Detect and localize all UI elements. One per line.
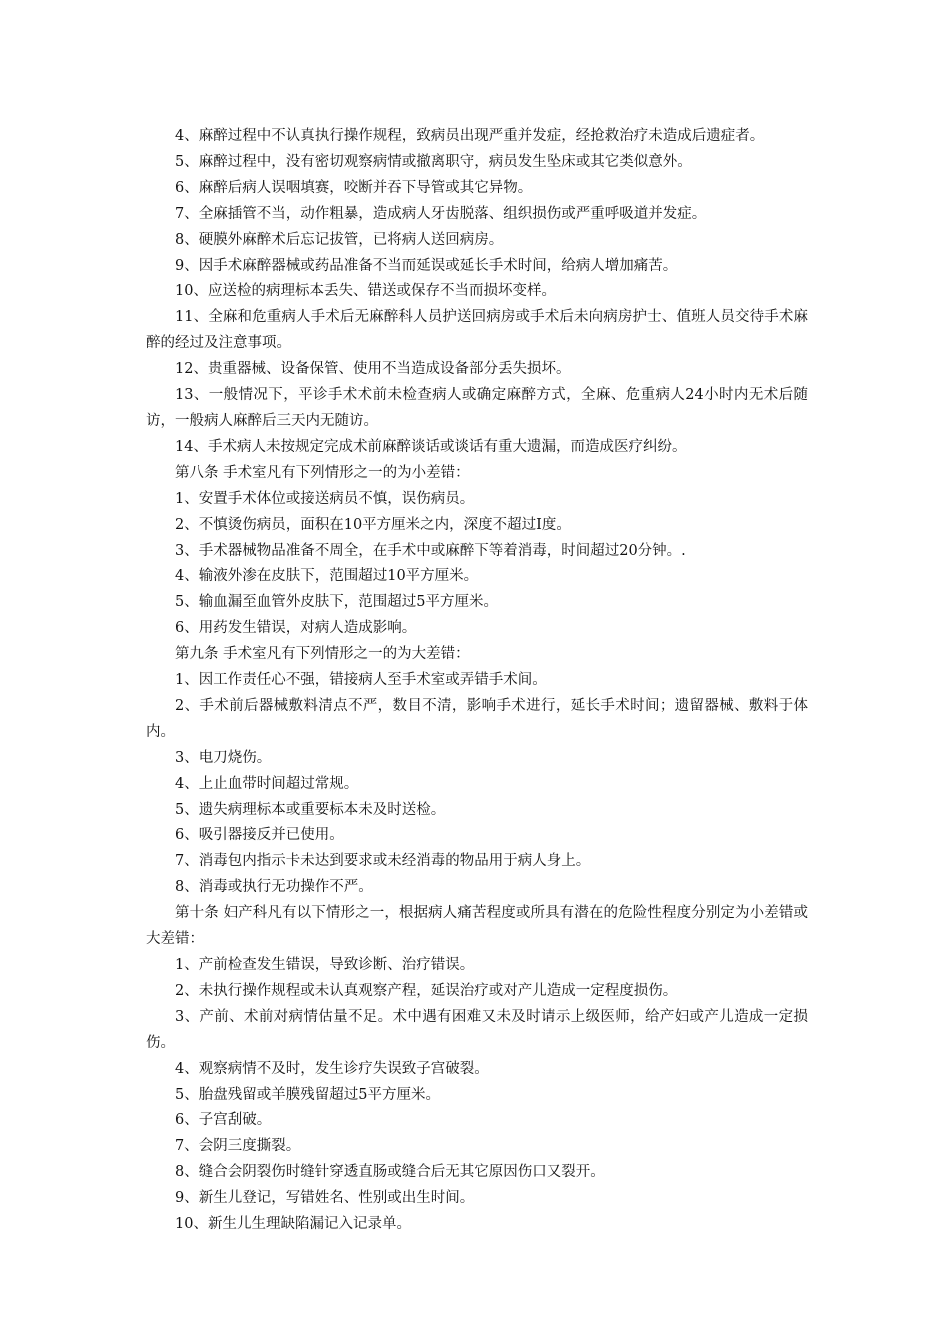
paragraph: 5、输血漏至血管外皮肤下，范围超过5平方厘米。 bbox=[175, 594, 498, 611]
paragraph: 2、不慎烫伤病员，面积在10平方厘米之内，深度不超过I度。 bbox=[175, 516, 571, 533]
paragraph: 7、全麻插管不当，动作粗暴，造成病人牙齿脱落、组织损伤或严重呼吸道并发症。 bbox=[175, 205, 707, 222]
paragraph: 6、麻醉后病人误咽填赛，咬断并吞下导管或其它异物。 bbox=[175, 179, 533, 196]
paragraph: 5、遗失病理标本或重要标本未及时送检。 bbox=[175, 801, 446, 818]
paragraph: 9、因手术麻醉器械或药品准备不当而延误或延长手术时间，给病人增加痛苦。 bbox=[175, 257, 678, 274]
paragraph: 13、一般情况下，平诊手术术前未检查病人或确定麻醉方式，全麻、危重病人24小时内无术后随访，一般病人麻醉后三天内无随访。 bbox=[146, 387, 808, 429]
paragraph: 8、硬膜外麻醉术后忘记拔管，已将病人送回病房。 bbox=[175, 231, 504, 248]
paragraph: 4、麻醉过程中不认真执行操作规程，致病员出现严重并发症，经抢救治疗未造成后遗症者。 bbox=[175, 128, 765, 144]
paragraph: 12、贵重器械、设备保管、使用不当造成设备部分丢失损坏。 bbox=[175, 361, 571, 378]
paragraph: 8、缝合会阴裂伤时缝针穿透直肠或缝合后无其它原因伤口又裂开。 bbox=[175, 1164, 605, 1181]
paragraph: 1、产前检查发生错误，导致诊断、治疗错误。 bbox=[175, 957, 475, 973]
paragraph: 7、会阴三度撕裂。 bbox=[175, 1138, 301, 1155]
section-heading: 第八条 手术室凡有下列情形之一的为小差错： bbox=[175, 464, 470, 481]
paragraph: 14、手术病人未按规定完成术前麻醉谈话或谈话有重大遗漏，而造成医疗纠纷。 bbox=[175, 438, 687, 455]
paragraph: 2、未执行操作规程或未认真观察产程，延误治疗或对产儿造成一定程度损伤。 bbox=[175, 982, 678, 999]
paragraph: 1、安置手术体位或接送病员不慎，误伤病员。 bbox=[175, 490, 475, 507]
paragraph: 10、应送检的病理标本丢失、错送或保存不当而损坏变样。 bbox=[175, 283, 556, 300]
paragraph: 9、新生儿登记，写错姓名、性别或出生时间。 bbox=[175, 1190, 475, 1207]
section-heading: 第十条 妇产科凡有以下情形之一，根据病人痛苦程度或所具有潜在的危险性程度分别定为小差错或大差错： bbox=[146, 905, 808, 948]
paragraph: 3、电刀烧伤。 bbox=[175, 749, 272, 766]
section-heading: 第九条 手术室凡有下列情形之一的为大差错： bbox=[175, 646, 470, 663]
paragraph: 4、上止血带时间超过常规。 bbox=[175, 775, 359, 792]
paragraph: 4、观察病情不及时，发生诊疗失误致子宫破裂。 bbox=[175, 1060, 489, 1077]
paragraph: 5、麻醉过程中，没有密切观察病情或撤离职守，病员发生坠床或其它类似意外。 bbox=[175, 153, 692, 170]
paragraph: 2、手术前后器械敷料清点不严，数目不清，影响手术进行，延长手术时间；遗留器械、敷料于体内。 bbox=[146, 697, 808, 740]
paragraph: 6、吸引器接反并已使用。 bbox=[175, 827, 344, 844]
paragraph: 3、手术器械物品准备不周全，在手术中或麻醉下等着消毒，时间超过20分钟。. bbox=[175, 542, 686, 559]
paragraph: 4、输液外渗在皮肤下，范围超过10平方厘米。 bbox=[175, 568, 479, 585]
paragraph: 6、用药发生错误，对病人造成影响。 bbox=[175, 620, 417, 637]
paragraph: 7、消毒包内指示卡未达到要求或未经消毒的物品用于病人身上。 bbox=[175, 853, 591, 870]
paragraph: 6、子宫刮破。 bbox=[175, 1112, 272, 1129]
paragraph: 5、胎盘残留或羊膜残留超过5平方厘米。 bbox=[175, 1086, 440, 1103]
paragraph: 8、消毒或执行无功操作不严。 bbox=[175, 879, 373, 896]
paragraph: 1、因工作责任心不强，错接病人至手术室或弄错手术间。 bbox=[175, 672, 547, 689]
document-page bbox=[146, 124, 808, 1238]
paragraph: 10、新生儿生理缺陷漏记入记录单。 bbox=[175, 1216, 411, 1233]
paragraph: 3、产前、术前对病情估量不足。术中遇有困难又未及时请示上级医师，给产妇或产儿造成一定损伤。 bbox=[146, 1008, 808, 1051]
paragraph: 11、全麻和危重病人手术后无麻醉科人员护送回病房或手术后未向病房护士、值班人员交待手术麻醉的经过及注意事项。 bbox=[146, 309, 808, 352]
